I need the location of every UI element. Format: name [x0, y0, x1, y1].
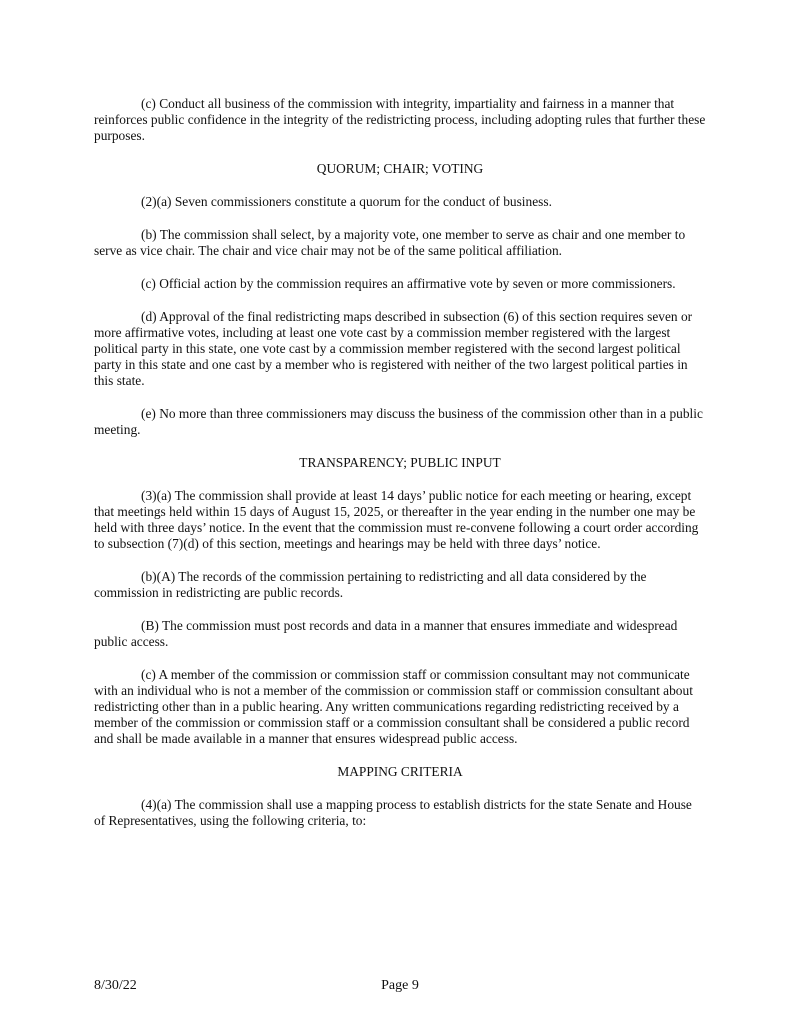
section-heading-quorum: QUORUM; CHAIR; VOTING [316, 161, 484, 176]
paragraph-2d: (d) Approval of the final redistricting maps described in subsection (6) of this section requires seven or more affirmative votes, including at least one vote cast by a commission member registered with the largest political party in this state, one vote cast by a commission member registered with the second largest political party in this state and one cast by a member who is registered with neither of the two largest political parties in this state. [94, 309, 693, 388]
paragraph-3B: (B) The commission must post records and data in a manner that ensures immediate and widespread public access. [94, 618, 678, 649]
paragraph-2c: (c) Official action by the commission requires an affirmative vote by seven or more commissioners. [141, 276, 676, 291]
paragraph-3c: (c) A member of the commission or commission staff or commission consultant may not communicate with an individual who is not a member of the commission or commission staff or commission consultant about redistricting other than in a public hearing. Any written communications regarding redistricting received by a member of the commission or commission staff or a commission consultant shall be considered a public record and shall be made available in a manner that ensures widespread public access. [94, 667, 693, 746]
footer-date: 8/30/22 [94, 978, 137, 993]
section-heading-transparency: TRANSPARENCY; PUBLIC INPUT [299, 455, 501, 470]
document-page [94, 96, 706, 846]
section-heading-mapping: MAPPING CRITERIA [337, 764, 463, 779]
paragraph-4a: (4)(a) The commission shall use a mapping process to establish districts for the state Senate and House of Representatives, using the following criteria, to: [94, 797, 692, 828]
paragraph-2e: (e) No more than three commissioners may discuss the business of the commission other than in a public meeting. [94, 406, 703, 437]
paragraph-2a: (2)(a) Seven commissioners constitute a quorum for the conduct of business. [141, 194, 552, 209]
page-footer [94, 978, 706, 996]
page-number: Page 9 [381, 978, 419, 993]
paragraph-3bA: (b)(A) The records of the commission pertaining to redistricting and all data considered by the commission in redistricting are public records. [94, 569, 647, 600]
paragraph-1c: (c) Conduct all business of the commission with integrity, impartiality and fairness in a manner that reinforces public confidence in the integrity of the redistricting process, including adopting rules that further these purposes. [94, 96, 706, 143]
paragraph-2b: (b) The commission shall select, by a majority vote, one member to serve as chair and one member to serve as vice chair. The chair and vice chair may not be of the same political affiliation. [94, 227, 686, 258]
paragraph-3a: (3)(a) The commission shall provide at least 14 days’ public notice for each meeting or hearing, except that meetings held within 15 days of August 15, 2025, or thereafter in the year ending in the number one may be held with three days’ notice. In the event that the commission must re-convene following a court order according to subsection (7)(d) of this section, meetings and hearings may be held with three days’ notice. [94, 488, 699, 551]
